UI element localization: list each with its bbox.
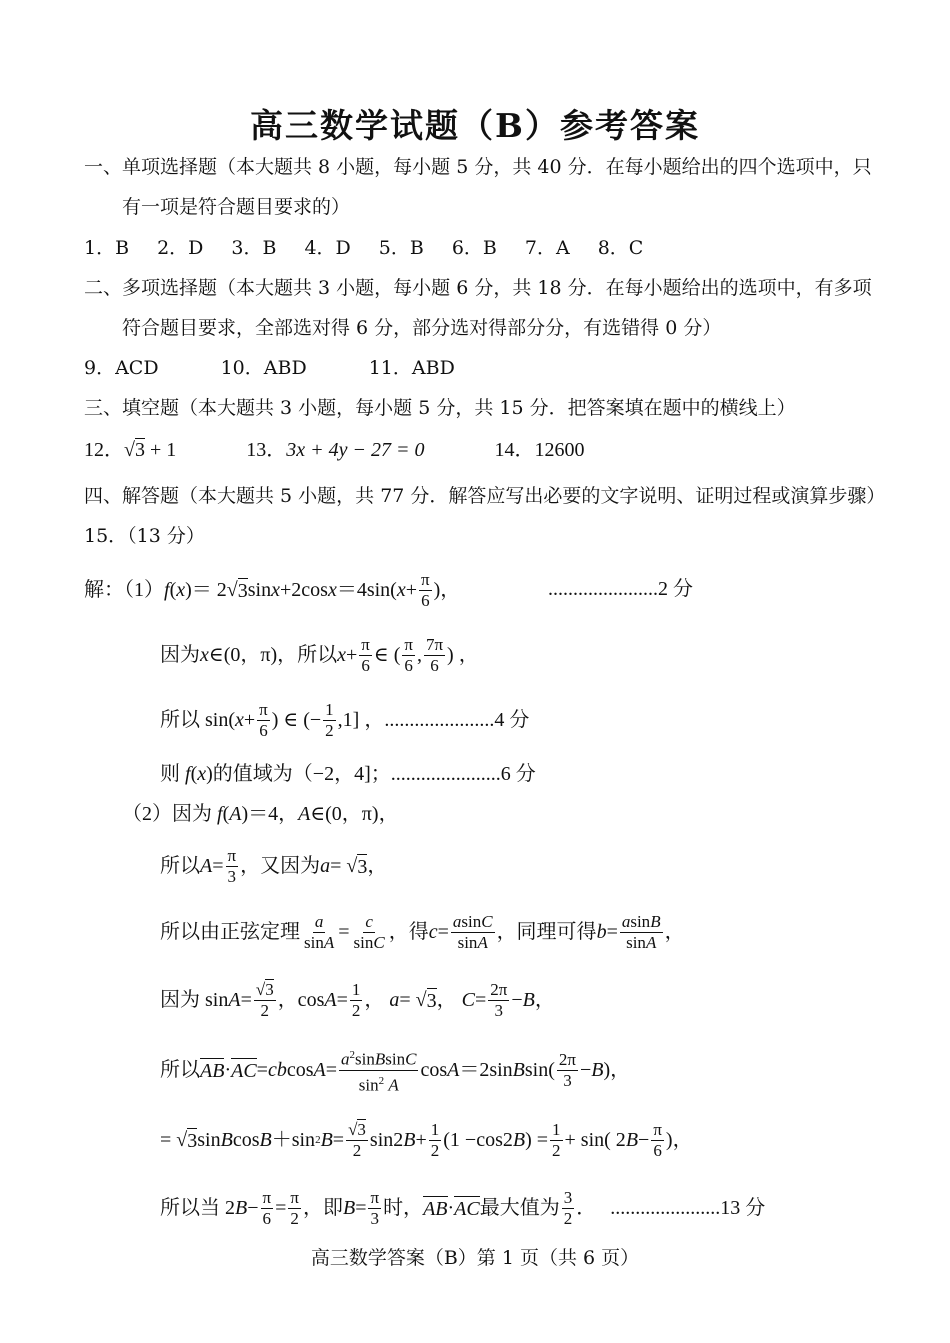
answer-4: 4．D: [304, 237, 351, 259]
section2-answers: [84, 356, 517, 380]
section3-answers: [84, 438, 585, 462]
q15-part2-step3: 所以由正弦定理 $\frac{a}{\sin A}$ = $\frac{c}{\sin C}$ ，得 c = $\frac{asinC}{\sin A}$ ，同理可得 b = $\frac{asinB}{\sin A}$ ，: [160, 911, 685, 952]
q15-step3: 所以 sin( x + $\frac{\pi}{6}$ ) ∈ (− $\frac{1}{2}$ ,1] ， ......................4 分: [160, 699, 530, 740]
page-footer: 高三数学答案（B）第 1 页（共 6 页）: [310, 1247, 640, 1269]
answer-3: 3．B: [231, 237, 277, 259]
q12-label: 12．: [84, 439, 124, 461]
answer-6: 6．B: [451, 237, 497, 259]
q15-part2-step6: = √ 3 sin B cos B ＋sin 2 B = $\frac{√3}{2}$ sin2 B + $\frac{1}{2}$ (1 −cos2 B ) = $\frac{1}{2}$ + sin( 2 B − $\frac{\pi}{6}$ )，: [160, 1119, 693, 1160]
q15-label: 15．（13 分）: [84, 525, 205, 547]
answer-7: 7．A: [524, 237, 570, 259]
answer-5: 5．B: [378, 237, 424, 259]
q15-part2-step2: 所以 A = $\frac{\pi}{3}$ ，又因为 a = √ 3 ，: [160, 845, 388, 886]
q15-part2-step7: 所以当 2 B − $\frac{\pi}{6}$ = $\frac{\pi}{2}$ ，即 B = $\frac{\pi}{3}$ 时， AB · AC 最大值为 $\frac{3}{2}$ ． ......................13 分: [160, 1187, 766, 1228]
answer-10: 10．ABD: [220, 357, 307, 379]
q15-score-4: ......................4 分: [384, 709, 530, 731]
answer-1: 1．B: [84, 237, 130, 259]
section1-heading-line2: 有一项是符合题目要求的）: [122, 196, 351, 218]
q15-step1: 解：（1） f ( x )＝ 2√ 3 sin x +2cos x ＝4sin( x + $\frac{\pi}{6}$ )，: [84, 569, 461, 610]
answer-11: 11．ABD: [368, 357, 455, 379]
section1-answers: [84, 236, 671, 260]
q15-part2-step1: （2）因为 f(A)＝4，A∈(0，π)，: [122, 803, 399, 825]
page-title: 高三数学试题（B）参考答案: [250, 106, 700, 145]
section1-heading-line1: 一、单项选择题（本大题共 8 小题，每小题 5 分，共 40 分．在每小题给出的四个选项中，只: [84, 156, 872, 178]
section2-heading-line1: 二、多项选择题（本大题共 3 小题，每小题 6 分，共 18 分．在每小题给出的选项中，有多项: [84, 277, 872, 299]
section4-heading: 四、解答题（本大题共 5 小题，共 77 分．解答应写出必要的文字说明、证明过程或演算步骤）: [84, 485, 886, 507]
section2-heading-line2: 符合题目要求，全部选对得 6 分，部分选对得部分分，有选错得 0 分）: [122, 317, 722, 339]
q14-answer: 14．12600: [494, 439, 585, 461]
q13-answer: 3x + 4y − 27 = 0: [286, 439, 425, 461]
q13-label: 13．: [246, 439, 287, 461]
q15-step4: 则 f(x)的值域为（−2，4]；......................6 分: [160, 763, 536, 785]
q15-part2-step5: 所以 AB · AC = cb cos A = $\frac{a^2sinBsinC}{\sin^2 A}$ cos A ＝2sin B sin( $\frac{2\pi}{3}$ − B )，: [160, 1048, 630, 1092]
q15-score-2: ......................2 分: [548, 578, 693, 600]
answer-9: 9．ACD: [84, 357, 159, 379]
answer-8: 8．C: [597, 237, 644, 259]
answer-2: 2．D: [157, 237, 204, 259]
q15-step2: 因为 x ∈(0，π)，所以 x + $\frac{\pi}{6}$ ∈ ( $\frac{\pi}{6}$ , $\frac{7\pi}{6}$ ) ，: [160, 634, 479, 675]
section3-heading: 三、填空题（本大题共 3 小题，每小题 5 分，共 15 分．把答案填在题中的横线上）: [84, 397, 796, 419]
q15-score-6: ......................6 分: [390, 763, 536, 785]
q15-part2-step4: 因为 sin A = $\frac{√3}{2}$ ，cos A = $\frac{1}{2}$ ， a = √ 3 ， C = $\frac{2\pi}{3}$ − B ，: [160, 979, 555, 1020]
q12-answer: √3 + 1: [124, 439, 177, 461]
q15-score-13: ......................13 分: [610, 1197, 766, 1219]
